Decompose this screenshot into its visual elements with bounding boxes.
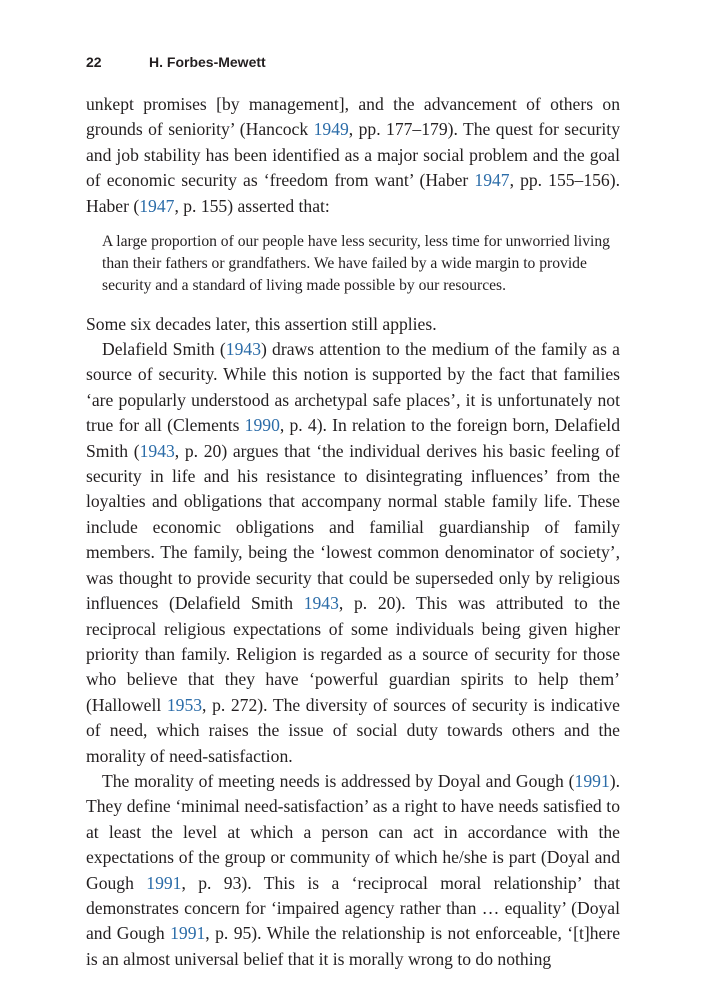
citation-link[interactable]: 1991 bbox=[574, 770, 610, 791]
citation-link[interactable]: 1943 bbox=[139, 440, 175, 461]
text-run: , p. 4). In relation to the foreign born, Delafield Smith ( bbox=[86, 415, 620, 461]
citation-link[interactable]: 1991 bbox=[146, 872, 182, 893]
citation-link[interactable]: 1947 bbox=[139, 195, 175, 216]
text-run: ) draws attention to the medium of the family as a source of security. While this notion is supported by the fact that families ‘are popularly understood as archetypal safe places’, it is unfortunately not true for all (Clements bbox=[86, 339, 620, 436]
block-quote bbox=[102, 231, 612, 298]
citation-link[interactable]: 1943 bbox=[225, 339, 261, 360]
text-run: , p. 95). While the relationship is not enforceable, ‘[t]here is an almost universal belief that it is morally wrong to do nothing bbox=[86, 923, 621, 969]
text-run: , pp. 177–179). The quest for security and job stability has been identified as a major social problem and the goal of economic security as ‘freedom from want’ (Haber bbox=[86, 119, 620, 191]
text-run: unkept promises [by management], and the advancement of others on grounds of seniority’ (Hancock bbox=[86, 94, 620, 140]
paragraph bbox=[86, 337, 620, 769]
running-header bbox=[86, 54, 266, 70]
citation-link[interactable]: 1943 bbox=[303, 593, 339, 614]
page-number: 22 bbox=[86, 54, 102, 70]
text-run: A large proportion of our people have less security, less time for unworried living than their fathers or grandfathers. We have failed by a wide margin to provide security and a standard of living made possible by our resources. bbox=[102, 233, 610, 295]
citation-link[interactable]: 1953 bbox=[166, 694, 203, 715]
paragraph bbox=[86, 312, 620, 337]
text-run: , p. 20). This was attributed to the reciprocal religious expectations of some individuals being given higher priority than family. Religion is regarded as a source of security for those who believe that they have ‘powerful guardian spirits to help them’ (Hallowell bbox=[86, 593, 621, 715]
text-run: Delafield Smith ( bbox=[102, 339, 226, 360]
text-run: , p. 93). This is a ‘reciprocal moral relationship’ that demonstrates concern for ‘impaired agency rather than … equality’ (Doyal and Gough bbox=[86, 872, 620, 944]
paragraph bbox=[86, 92, 620, 219]
paragraph bbox=[86, 769, 620, 972]
body-text bbox=[86, 92, 620, 972]
citation-link[interactable]: 1947 bbox=[474, 170, 510, 191]
author-name: H. Forbes-Mewett bbox=[149, 54, 266, 70]
citation-link[interactable]: 1949 bbox=[313, 119, 349, 140]
text-run: , p. 20) argues that ‘the individual derives his basic feeling of security in life and his resistance to disintegrating influences’ from the loyalties and obligations that accompany normal stable family life. These include economic obligations and familial guardianship of family members. The family, being the ‘lowest common denominator of society’, was thought to provide security that could be superseded only by religious influences (Delafield Smith bbox=[86, 440, 620, 614]
text-run: , p. 272). The diversity of sources of security is indicative of need, which raises the issue of social duty towards others and the morality of need-satisfaction. bbox=[86, 694, 620, 766]
text-run: , p. 155) asserted that: bbox=[174, 195, 330, 216]
text-run: ). They define ‘minimal need-satisfaction’ as a right to have needs satisfied to at least the level at which a person can act in accordance with the expectations of the group or community of which he/she is part (Doyal and Gough bbox=[86, 770, 620, 893]
text-run: Some six decades later, this assertion still applies. bbox=[86, 313, 437, 334]
citation-link[interactable]: 1991 bbox=[170, 923, 206, 944]
text-run: , pp. 155–156). Haber ( bbox=[86, 170, 620, 216]
text-run: The morality of meeting needs is addressed by Doyal and Gough ( bbox=[102, 770, 575, 791]
citation-link[interactable]: 1990 bbox=[244, 415, 280, 436]
